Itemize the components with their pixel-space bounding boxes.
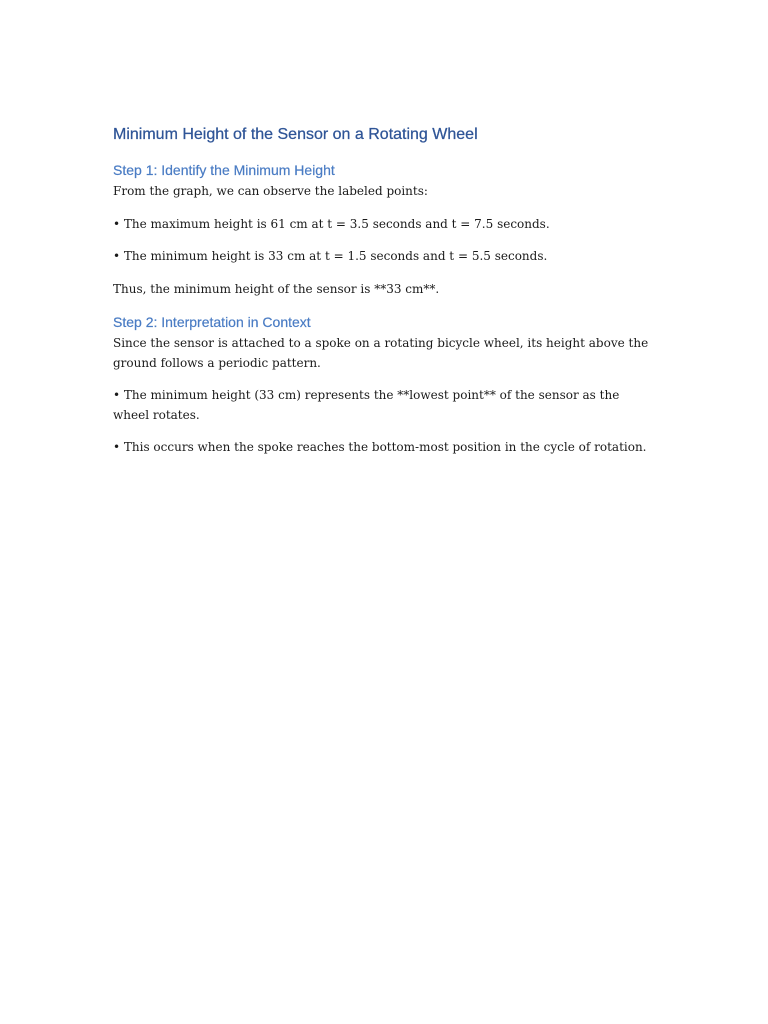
paragraph-context: Since the sensor is attached to a spoke on a rotating bicycle wheel, its height above the ground follows a periodic pattern.	[113, 336, 649, 370]
document-title: Minimum Height of the Sensor on a Rotating Wheel	[113, 126, 478, 143]
paragraph-conclusion: Thus, the minimum height of the sensor is **33 cm**.	[113, 281, 440, 296]
document-page	[113, 124, 653, 471]
section-heading: Step 1: Identify the Minimum Height	[113, 162, 335, 178]
section-step-2	[113, 312, 653, 458]
bullet-lowest-point: • The minimum height (33 cm) represents the **lowest point** of the sensor as the wheel rotates.	[113, 388, 620, 422]
paragraph-intro: From the graph, we can observe the labeled points:	[113, 184, 428, 198]
bullet-bottom-position: • This occurs when the spoke reaches the bottom-most position in the cycle of rotation.	[113, 440, 647, 454]
section-step-1	[113, 160, 653, 299]
section-heading: Step 2: Interpretation in Context	[113, 314, 311, 330]
bullet-minimum-height: • The minimum height is 33 cm at t = 1.5 seconds and t = 5.5 seconds.	[113, 249, 548, 263]
bullet-maximum-height: • The maximum height is 61 cm at t = 3.5 seconds and t = 7.5 seconds.	[113, 216, 550, 231]
